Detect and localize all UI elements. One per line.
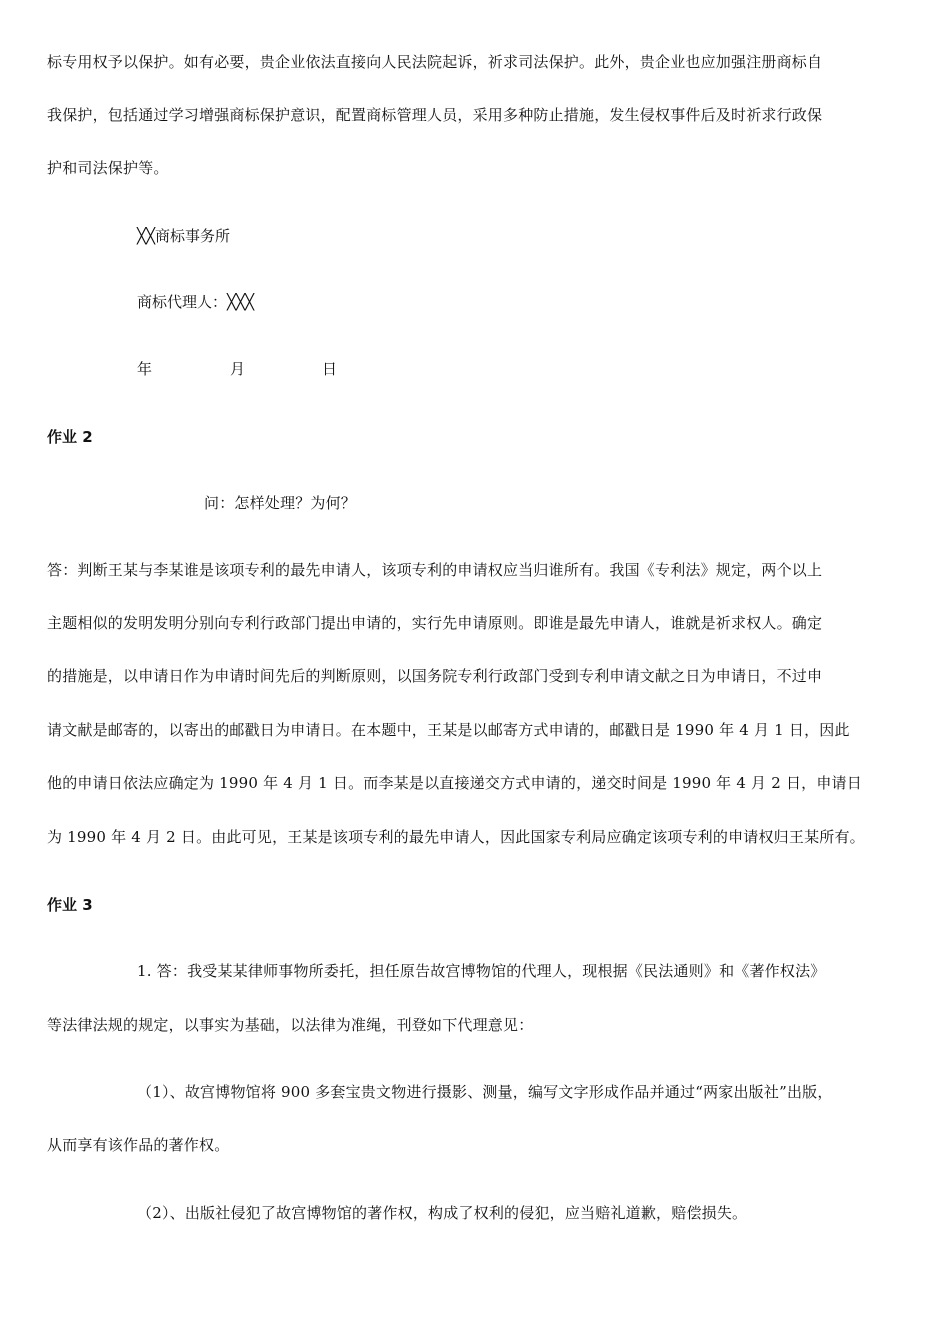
- intro-line-2: 我保护，包括通过学习增强商标保护意识，配置商标管理人员，采用多种防止措施，发生侵权事件后及时祈求行政保: [47, 106, 823, 124]
- intro-line-3: 护和司法保护等。: [47, 159, 169, 177]
- section2-answer-line-4: 请文献是邮寄的，以寄出的邮戳日为申请日。在本题中，王某是以邮寄方式申请的，邮戳日是 1990 年 4 月 1 日，因此: [47, 721, 850, 739]
- section2-answer-line-5: 他的申请日依法应确定为 1990 年 4 月 1 日。而李某是以直接递交方式申请的，递交时间是 1990 年 4 月 2 日，申请日: [47, 774, 862, 792]
- section3-point1-line-1: （1）、故宫博物馆将 900 多套宝贵文物进行摄影、测量，编写文字形成作品并通过“两家出版社”出版，: [137, 1083, 833, 1101]
- section2-heading: 作业 2: [47, 428, 93, 446]
- firm-name: ╳╳商标事务所: [137, 227, 231, 245]
- agent-name: 商标代理人：╳╳╳: [137, 293, 255, 311]
- section3-point2-line-1: （2）、出版社侵犯了故宫博物馆的著作权，构成了权利的侵犯，应当赔礼道歉，赔偿损失。: [137, 1204, 748, 1222]
- section2-answer-line-1: 答：判断王某与李某谁是该项专利的最先申请人，该项专利的申请权应当归谁所有。我国《专利法》规定，两个以上: [47, 561, 823, 579]
- section2-answer-line-2: 主题相似的发明发明分别向专利行政部门提出申请的，实行先申请原则。即谁是最先申请人，谁就是祈求权人。确定: [47, 614, 823, 632]
- section2-answer-line-3: 的措施是，以申请日作为申请时间先后的判断原则，以国务院专利行政部门受到专利申请文献之日为申请日，不过申: [47, 667, 823, 685]
- section3-heading: 作业 3: [47, 896, 93, 914]
- date-month: 月: [230, 360, 246, 378]
- section2-question: 问：怎样处理？为何？: [204, 494, 357, 512]
- intro-line-1: 标专用权予以保护。如有必要，贵企业依法直接向人民法院起诉，祈求司法保护。此外，贵企业也应加强注册商标自: [47, 53, 823, 71]
- section3-answer-line-2: 等法律法规的规定，以事实为基础，以法律为准绳，刊登如下代理意见：: [47, 1016, 534, 1034]
- date-year: 年: [137, 360, 153, 378]
- section3-answer-line-1: 1. 答：我受某某律师事物所委托，担任原告故宫博物馆的代理人，现根据《民法通则》和《著作权法》: [137, 962, 826, 980]
- section2-answer-line-6: 为 1990 年 4 月 2 日。由此可见，王某是该项专利的最先申请人，因此国家专利局应确定该项专利的申请权归王某所有。: [47, 828, 865, 846]
- section3-point1-line-2: 从而享有该作品的著作权。: [47, 1136, 230, 1154]
- date-day: 日: [322, 360, 338, 378]
